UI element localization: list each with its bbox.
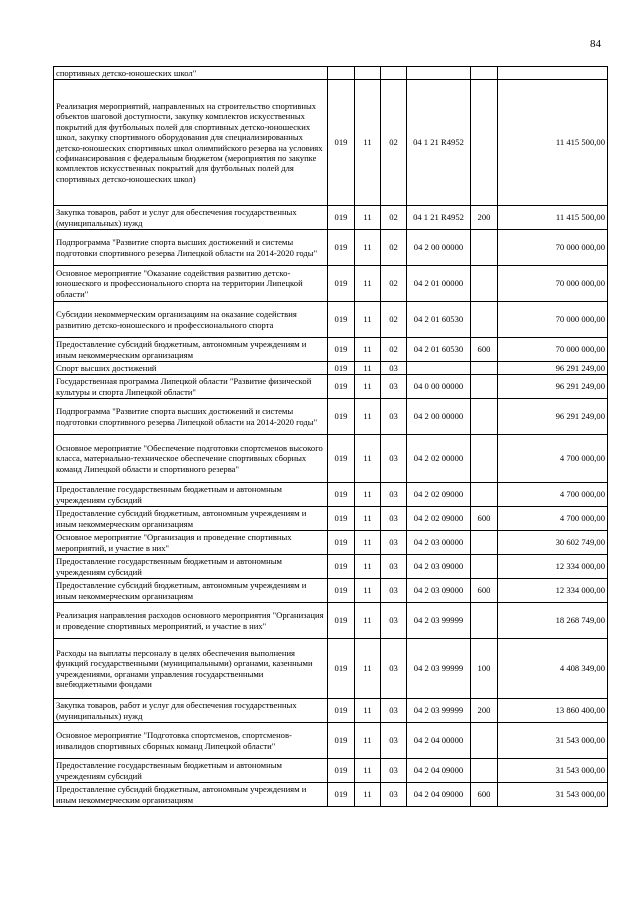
amount-cell <box>498 67 608 80</box>
subsection-cell: 03 <box>381 531 407 555</box>
subsection-cell: 03 <box>381 399 407 435</box>
subsection-cell: 02 <box>381 266 407 302</box>
expense-type-cell <box>471 435 498 483</box>
expense-type-cell <box>471 302 498 338</box>
amount-cell: 4 700 000,00 <box>498 435 608 483</box>
section-cell: 11 <box>355 302 381 338</box>
table-row <box>54 579 608 603</box>
ministry-code-cell: 019 <box>328 230 355 266</box>
expense-type-cell <box>471 230 498 266</box>
expense-type-cell: 600 <box>471 338 498 362</box>
row-name-cell: Предоставление государственным бюджетным и автономным учреждениям субсидий <box>54 555 328 579</box>
ministry-code-cell: 019 <box>328 362 355 375</box>
section-cell: 11 <box>355 723 381 759</box>
table-row <box>54 399 608 435</box>
subsection-cell: 03 <box>381 699 407 723</box>
row-name-cell: Предоставление субсидий бюджетным, автономным учреждениям и иным некоммерческим организациям <box>54 338 328 362</box>
expense-type-cell: 100 <box>471 639 498 699</box>
target-article-cell <box>407 67 471 80</box>
amount-cell: 70 000 000,00 <box>498 302 608 338</box>
table-row <box>54 80 608 206</box>
amount-cell: 96 291 249,00 <box>498 399 608 435</box>
section-cell: 11 <box>355 759 381 783</box>
table-row <box>54 67 608 80</box>
target-article-cell: 04 2 02 00000 <box>407 435 471 483</box>
table-row <box>54 507 608 531</box>
subsection-cell: 03 <box>381 507 407 531</box>
target-article-cell: 04 2 04 09000 <box>407 759 471 783</box>
row-name-cell: Спорт высших достижений <box>54 362 328 375</box>
expense-type-cell <box>471 483 498 507</box>
subsection-cell: 03 <box>381 579 407 603</box>
target-article-cell: 04 2 02 09000 <box>407 507 471 531</box>
table-row <box>54 603 608 639</box>
page-number: 84 <box>590 38 601 50</box>
amount-cell: 12 334 000,00 <box>498 579 608 603</box>
target-article-cell: 04 2 03 99999 <box>407 603 471 639</box>
expense-type-cell <box>471 375 498 399</box>
row-name-cell: Предоставление субсидий бюджетным, автономным учреждениям и иным некоммерческим организациям <box>54 783 328 807</box>
table-row <box>54 555 608 579</box>
table-row <box>54 206 608 230</box>
table-row <box>54 639 608 699</box>
amount-cell: 96 291 249,00 <box>498 362 608 375</box>
ministry-code-cell: 019 <box>328 783 355 807</box>
table-row <box>54 362 608 375</box>
section-cell: 11 <box>355 206 381 230</box>
row-name-cell: Реализация направления расходов основного мероприятия "Организация и проведение спортивных мероприятий, и участие в них" <box>54 603 328 639</box>
section-cell: 11 <box>355 435 381 483</box>
subsection-cell: 03 <box>381 639 407 699</box>
section-cell: 11 <box>355 375 381 399</box>
amount-cell: 18 268 749,00 <box>498 603 608 639</box>
target-article-cell: 04 2 04 09000 <box>407 783 471 807</box>
subsection-cell: 03 <box>381 603 407 639</box>
target-article-cell <box>407 362 471 375</box>
row-name-cell: Основное мероприятие "Подготовка спортсменов, спортсменов-инвалидов спортивных сборных команд Липецкой области" <box>54 723 328 759</box>
ministry-code-cell: 019 <box>328 435 355 483</box>
expense-type-cell: 200 <box>471 699 498 723</box>
subsection-cell: 02 <box>381 230 407 266</box>
section-cell: 11 <box>355 507 381 531</box>
subsection-cell: 02 <box>381 338 407 362</box>
section-cell: 11 <box>355 80 381 206</box>
expense-type-cell <box>471 759 498 783</box>
amount-cell: 31 543 000,00 <box>498 759 608 783</box>
expense-type-cell: 600 <box>471 579 498 603</box>
table-row <box>54 531 608 555</box>
table-row <box>54 338 608 362</box>
expense-type-cell <box>471 555 498 579</box>
table-row <box>54 759 608 783</box>
expense-type-cell <box>471 723 498 759</box>
ministry-code-cell: 019 <box>328 699 355 723</box>
expense-type-cell <box>471 80 498 206</box>
table-row <box>54 783 608 807</box>
ministry-code-cell: 019 <box>328 555 355 579</box>
table-row <box>54 699 608 723</box>
amount-cell: 70 000 000,00 <box>498 266 608 302</box>
subsection-cell: 03 <box>381 723 407 759</box>
amount-cell: 31 543 000,00 <box>498 783 608 807</box>
subsection-cell: 03 <box>381 483 407 507</box>
section-cell: 11 <box>355 783 381 807</box>
expense-type-cell <box>471 67 498 80</box>
ministry-code-cell: 019 <box>328 759 355 783</box>
section-cell: 11 <box>355 230 381 266</box>
expense-type-cell <box>471 362 498 375</box>
row-name-cell: спортивных детско-юношеских школ" <box>54 67 328 80</box>
section-cell: 11 <box>355 338 381 362</box>
subsection-cell: 03 <box>381 375 407 399</box>
ministry-code-cell: 019 <box>328 375 355 399</box>
target-article-cell: 04 2 02 09000 <box>407 483 471 507</box>
row-name-cell: Государственная программа Липецкой области "Развитие физической культуры и спорта Липецкой области" <box>54 375 328 399</box>
target-article-cell: 04 2 04 00000 <box>407 723 471 759</box>
amount-cell: 70 000 000,00 <box>498 338 608 362</box>
section-cell: 11 <box>355 266 381 302</box>
section-cell: 11 <box>355 483 381 507</box>
target-article-cell: 04 2 01 60530 <box>407 338 471 362</box>
target-article-cell: 04 2 03 09000 <box>407 555 471 579</box>
row-name-cell: Субсидии некоммерческим организациям на оказание содействия развитию детско-юношеского и профессионального спорта <box>54 302 328 338</box>
expense-type-cell: 600 <box>471 783 498 807</box>
target-article-cell: 04 2 01 60530 <box>407 302 471 338</box>
amount-cell: 4 408 349,00 <box>498 639 608 699</box>
amount-cell: 11 415 500,00 <box>498 80 608 206</box>
row-name-cell: Предоставление государственным бюджетным и автономным учреждениям субсидий <box>54 759 328 783</box>
target-article-cell: 04 1 21 R4952 <box>407 206 471 230</box>
target-article-cell: 04 2 03 99999 <box>407 639 471 699</box>
row-name-cell: Реализация мероприятий, направленных на строительство спортивных объектов шаговой доступности, закупку комплектов искусственных покрытий для футбольных полей для спортивных детско-юношеских школ, закупку спортивного оборудования для специализированных детско-юношеских спортивных школ олимпийского резерва на условиях софинансирования с федеральным бюджетом (мероприятия по закупке комплектов искусственных покрытий для футбольных полей для спортивных детско-юношеских школ) <box>54 80 328 206</box>
row-name-cell: Предоставление государственным бюджетным и автономным учреждениям субсидий <box>54 483 328 507</box>
section-cell: 11 <box>355 531 381 555</box>
budget-table <box>53 66 608 807</box>
section-cell: 11 <box>355 699 381 723</box>
target-article-cell: 04 2 03 09000 <box>407 579 471 603</box>
expense-type-cell <box>471 531 498 555</box>
ministry-code-cell: 019 <box>328 579 355 603</box>
expense-type-cell: 200 <box>471 206 498 230</box>
target-article-cell: 04 2 00 00000 <box>407 399 471 435</box>
ministry-code-cell: 019 <box>328 266 355 302</box>
amount-cell: 31 543 000,00 <box>498 723 608 759</box>
section-cell: 11 <box>355 579 381 603</box>
ministry-code-cell: 019 <box>328 723 355 759</box>
subsection-cell: 03 <box>381 783 407 807</box>
row-name-cell: Основное мероприятие "Организация и проведение спортивных мероприятий, и участие в них" <box>54 531 328 555</box>
subsection-cell: 02 <box>381 302 407 338</box>
ministry-code-cell: 019 <box>328 483 355 507</box>
ministry-code-cell: 019 <box>328 399 355 435</box>
row-name-cell: Закупка товаров, работ и услуг для обеспечения государственных (муниципальных) нужд <box>54 206 328 230</box>
expense-type-cell <box>471 399 498 435</box>
subsection-cell: 03 <box>381 362 407 375</box>
section-cell: 11 <box>355 362 381 375</box>
ministry-code-cell: 019 <box>328 302 355 338</box>
ministry-code-cell: 019 <box>328 639 355 699</box>
section-cell: 11 <box>355 603 381 639</box>
subsection-cell: 03 <box>381 759 407 783</box>
section-cell: 11 <box>355 555 381 579</box>
amount-cell: 4 700 000,00 <box>498 483 608 507</box>
section-cell <box>355 67 381 80</box>
row-name-cell: Подпрограмма "Развитие спорта высших достижений и системы подготовки спортивного резерва Липецкой области на 2014-2020 годы" <box>54 399 328 435</box>
target-article-cell: 04 1 21 R4952 <box>407 80 471 206</box>
target-article-cell: 04 2 00 00000 <box>407 230 471 266</box>
table-row <box>54 435 608 483</box>
table-row <box>54 302 608 338</box>
subsection-cell: 02 <box>381 80 407 206</box>
target-article-cell: 04 2 01 00000 <box>407 266 471 302</box>
ministry-code-cell: 019 <box>328 338 355 362</box>
ministry-code-cell: 019 <box>328 603 355 639</box>
subsection-cell <box>381 67 407 80</box>
ministry-code-cell: 019 <box>328 80 355 206</box>
expense-type-cell <box>471 603 498 639</box>
expense-type-cell: 600 <box>471 507 498 531</box>
row-name-cell: Основное мероприятие "Обеспечение подготовки спортсменов высокого класса, материально-техническое обеспечение спортивных сборных команд Липецкой области и спортивного резерва" <box>54 435 328 483</box>
amount-cell: 30 602 749,00 <box>498 531 608 555</box>
row-name-cell: Подпрограмма "Развитие спорта высших достижений и системы подготовки спортивного резерва Липецкой области на 2014-2020 годы" <box>54 230 328 266</box>
row-name-cell: Основное мероприятие "Оказание содействия развитию детско-юношеского и профессионального спорта на территории Липецкой области" <box>54 266 328 302</box>
section-cell: 11 <box>355 399 381 435</box>
subsection-cell: 03 <box>381 555 407 579</box>
amount-cell: 96 291 249,00 <box>498 375 608 399</box>
row-name-cell: Закупка товаров, работ и услуг для обеспечения государственных (муниципальных) нужд <box>54 699 328 723</box>
amount-cell: 11 415 500,00 <box>498 206 608 230</box>
ministry-code-cell: 019 <box>328 206 355 230</box>
subsection-cell: 03 <box>381 435 407 483</box>
table-row <box>54 266 608 302</box>
row-name-cell: Предоставление субсидий бюджетным, автономным учреждениям и иным некоммерческим организациям <box>54 579 328 603</box>
row-name-cell: Предоставление субсидий бюджетным, автономным учреждениям и иным некоммерческим организациям <box>54 507 328 531</box>
ministry-code-cell: 019 <box>328 531 355 555</box>
amount-cell: 4 700 000,00 <box>498 507 608 531</box>
table-row <box>54 230 608 266</box>
expense-type-cell <box>471 266 498 302</box>
ministry-code-cell <box>328 67 355 80</box>
section-cell: 11 <box>355 639 381 699</box>
table-row <box>54 375 608 399</box>
amount-cell: 12 334 000,00 <box>498 555 608 579</box>
target-article-cell: 04 0 00 00000 <box>407 375 471 399</box>
target-article-cell: 04 2 03 00000 <box>407 531 471 555</box>
row-name-cell: Расходы на выплаты персоналу в целях обеспечения выполнения функций государственными (муниципальными) органами, казенными учреждениями, органами управления государственными внебюджетными фондами <box>54 639 328 699</box>
amount-cell: 13 860 400,00 <box>498 699 608 723</box>
amount-cell: 70 000 000,00 <box>498 230 608 266</box>
target-article-cell: 04 2 03 99999 <box>407 699 471 723</box>
table-row <box>54 723 608 759</box>
table-row <box>54 483 608 507</box>
subsection-cell: 02 <box>381 206 407 230</box>
ministry-code-cell: 019 <box>328 507 355 531</box>
